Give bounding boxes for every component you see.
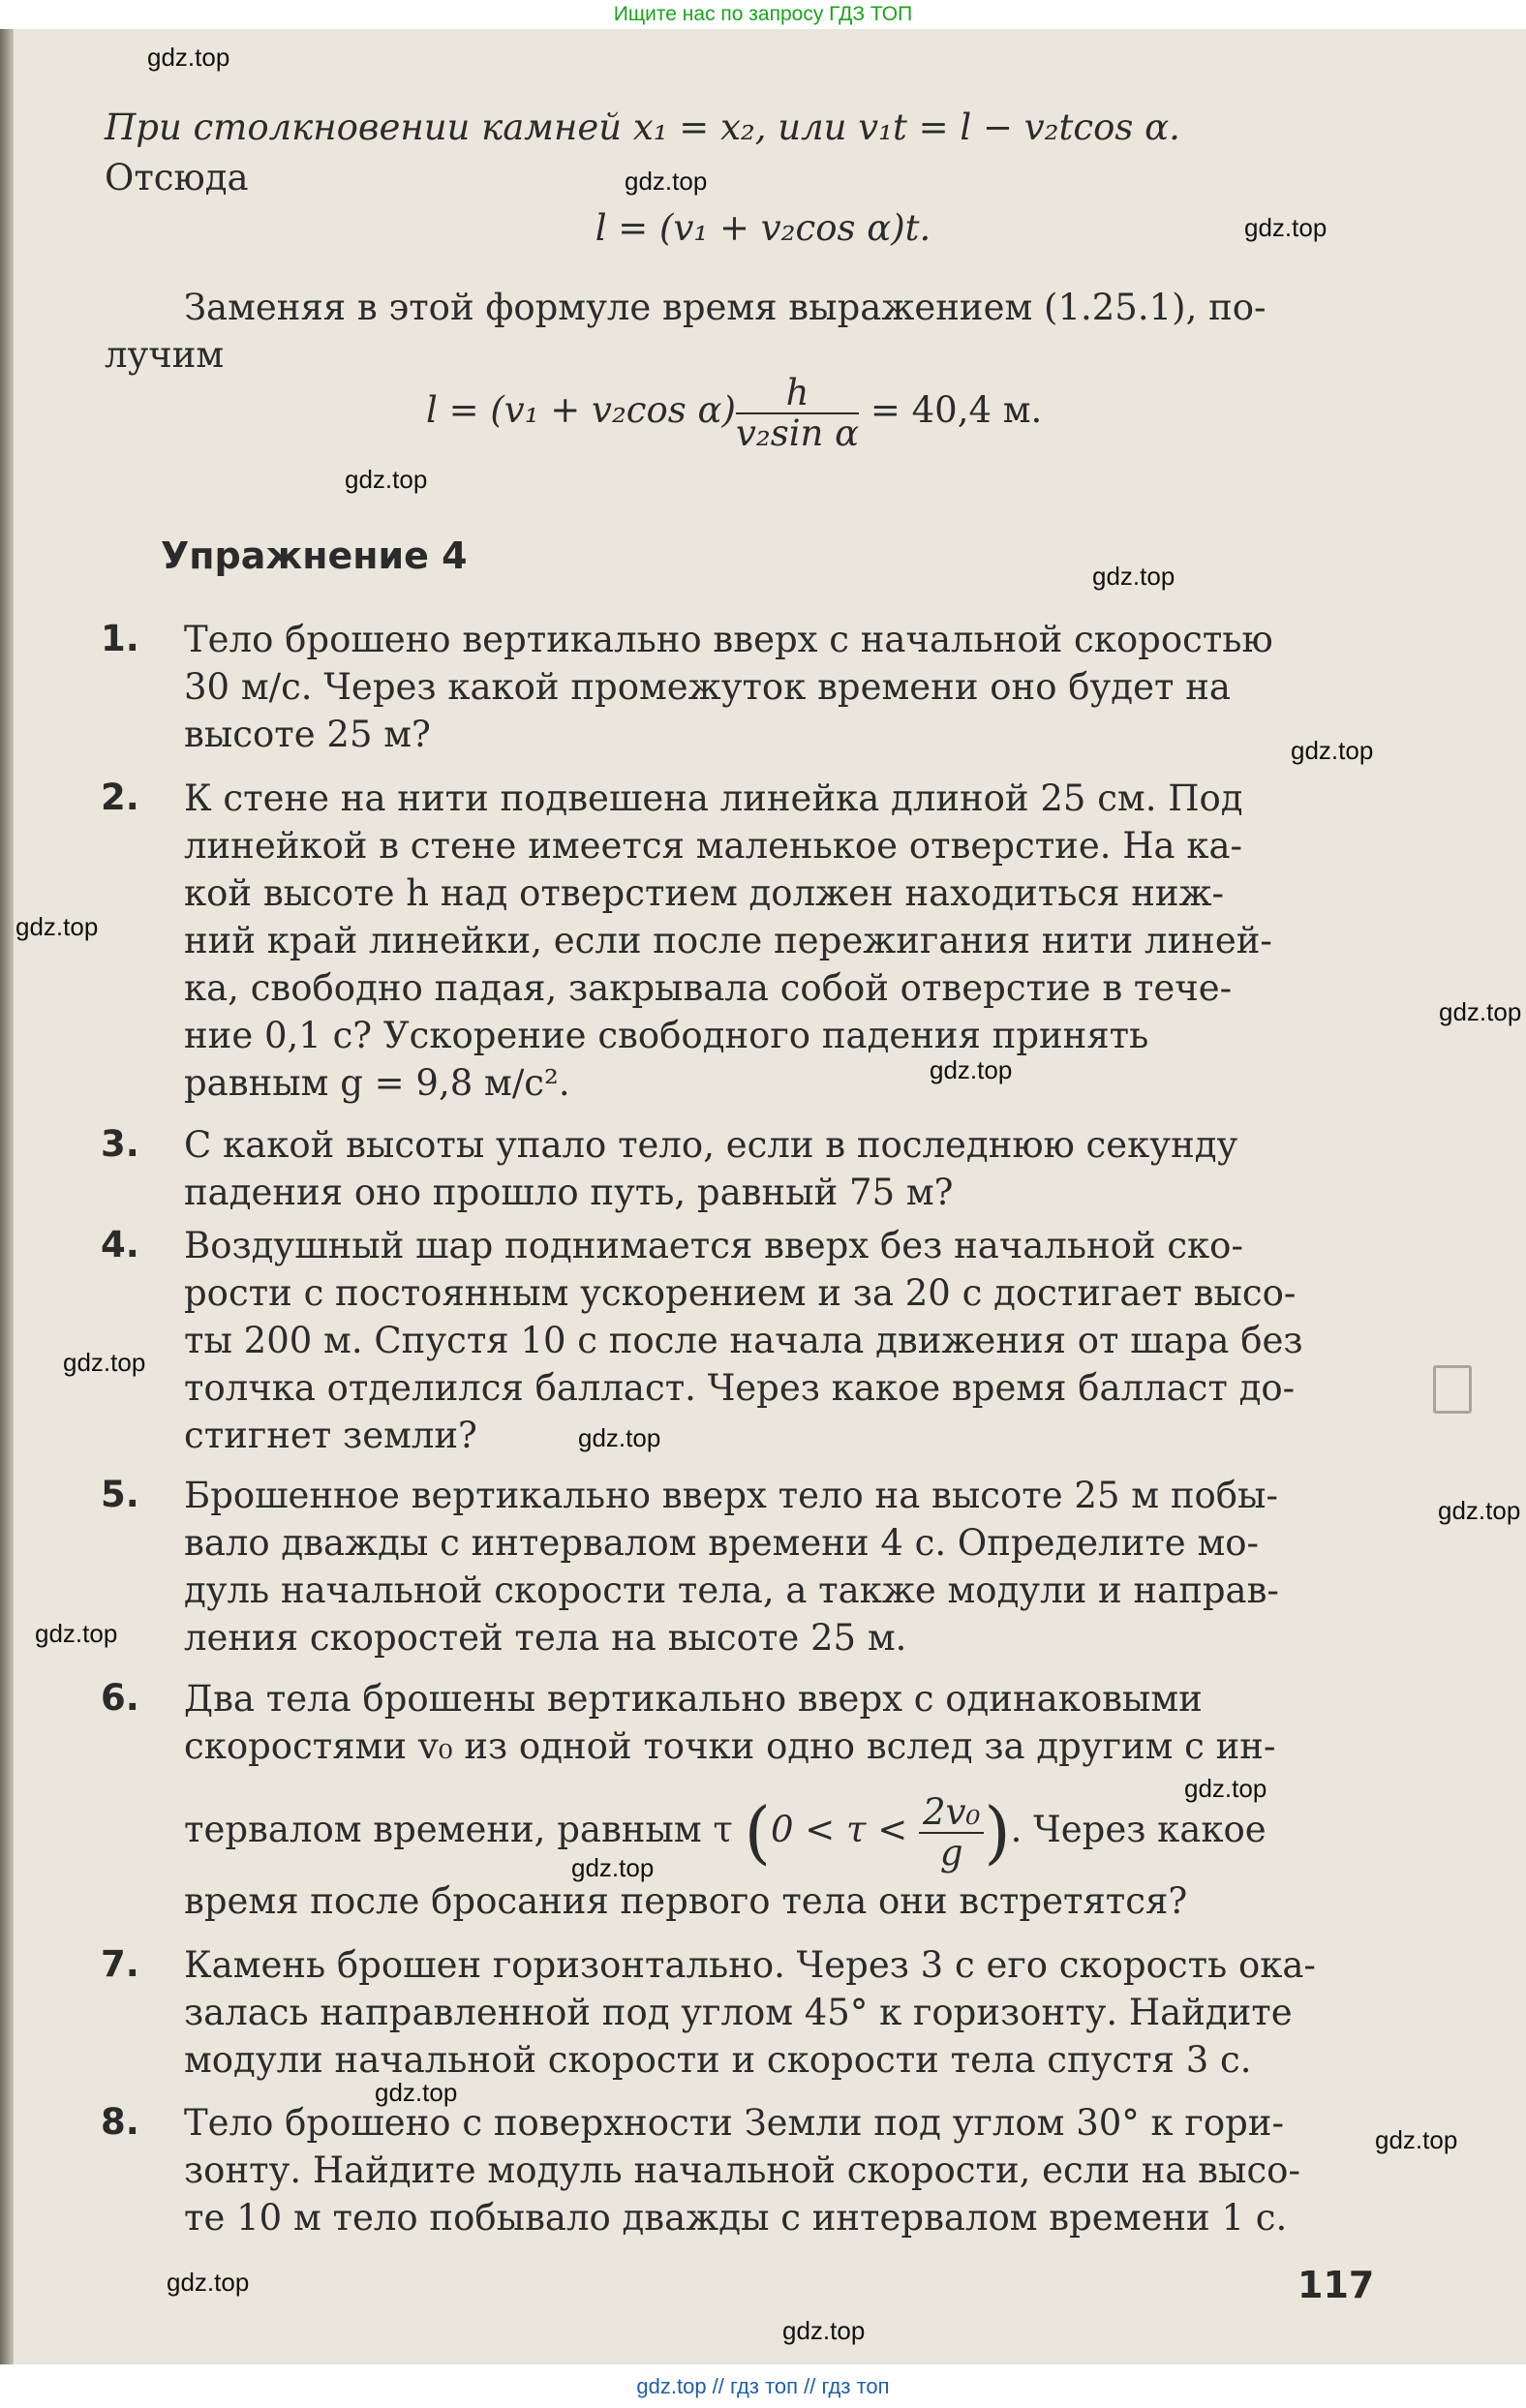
exercise-line: равным g = 9,8 м/с². <box>184 1062 570 1104</box>
watermark-text: gdz.top <box>1439 997 1522 1026</box>
exercise-7-text <box>184 1941 1375 2084</box>
exercise-line: ления скоростей тела на высоте 25 м. <box>184 1617 907 1659</box>
bleed-through-icon <box>1433 1365 1472 1414</box>
formula-denominator: v₂sin α <box>735 411 860 454</box>
exercise-line: кой высоте h над отверстием должен находиться ниж- <box>184 872 1225 914</box>
watermark-text: gdz.top <box>1184 1774 1267 1803</box>
intro-line-2: Отсюда <box>105 157 249 198</box>
watermark-text: gdz.top <box>625 167 708 196</box>
exercise-line: стигнет земли? <box>184 1415 477 1456</box>
exercise-6-last-line: время после бросания первого тела они встретятся? <box>184 1880 1188 1922</box>
exercise-line: дуль начальной скорости тела, а также модули и направ- <box>184 1570 1279 1611</box>
formula-result: = 40,4 м. <box>870 389 1043 431</box>
inequality-fraction <box>919 1790 984 1874</box>
watermark-text: gdz.top <box>147 43 230 72</box>
formula-lhs: l = (v₁ + v₂cos α) <box>426 389 736 431</box>
exercise-line: толчка отделился балласт. Через какое время балласт до- <box>184 1367 1296 1409</box>
exercise-line: ний край линейки, если после пережигания нити линей- <box>184 920 1272 961</box>
exercise-line: ты 200 м. Спустя 10 с после начала движения от шара без <box>184 1320 1303 1361</box>
watermark-text: gdz.top <box>782 2316 866 2345</box>
exercise-line: Брошенное вертикально вверх тело на высоте 25 м побы- <box>184 1475 1278 1516</box>
exercise-line: модули начальной скорости и скорости тела спустя 3 с. <box>184 2039 1252 2081</box>
exercise-line: 30 м/с. Через какой промежуток времени оно будет на <box>184 666 1231 708</box>
watermark-text: gdz.top <box>1375 2125 1458 2154</box>
close-paren-icon: ) <box>984 1792 1011 1873</box>
open-paren-icon: ( <box>744 1792 771 1873</box>
intro-line-3: Заменяя в этой формуле время выражением (1.25.1), по- <box>184 287 1267 328</box>
exercise-line: Два тела брошены вертикально вверх с одинаковыми <box>184 1678 1203 1720</box>
exercise-line: высоте 25 м? <box>184 714 431 755</box>
exercise-line: Тело брошено с поверхности Земли под углом 30° к гори- <box>184 2102 1284 2144</box>
book-binding-shadow <box>0 29 14 2364</box>
footer-links-banner[interactable]: gdz.top // гдз топ // гдз топ <box>0 2364 1526 2408</box>
exercise-number: 7. <box>101 1943 139 1985</box>
exercise-line: Воздушный шар поднимается вверх без начальной ско- <box>184 1225 1243 1266</box>
watermark-text: gdz.top <box>63 1348 146 1377</box>
exercise-number: 2. <box>101 777 139 818</box>
exercise-3-text <box>184 1121 1375 1216</box>
watermark-text: gdz.top <box>1438 1496 1521 1525</box>
watermark-text: gdz.top <box>35 1619 118 1648</box>
exercise-line: скоростями v₀ из одной точки одно вслед за другим с ин- <box>184 1725 1276 1767</box>
watermark-text: gdz.top <box>1291 736 1374 765</box>
intro-line-1: При столкновении камней x₁ = x₂, или v₁t = l − v₂tcos α. <box>105 107 1180 148</box>
intro-line-4: лучим <box>105 334 225 376</box>
exercise-line: ние 0,1 с? Ускорение свободного падения принять <box>184 1015 1149 1056</box>
formula-numerator: h <box>736 374 859 414</box>
formula-final-distance <box>426 370 1042 453</box>
exercise-4-text <box>184 1222 1375 1459</box>
exercise-line: Тело брошено вертикально вверх с начальной скоростью <box>184 619 1273 660</box>
watermark-text: gdz.top <box>15 912 99 941</box>
exercise-1-text <box>184 616 1375 758</box>
exercise-line: линейкой в стене имеется маленькое отверстие. На ка- <box>184 825 1243 867</box>
exercise-number: 3. <box>101 1123 139 1165</box>
watermark-text: gdz.top <box>578 1423 661 1452</box>
exercise-line: те 10 м тело побывало дважды с интервалом времени 1 с. <box>184 2197 1288 2239</box>
watermark-text: gdz.top <box>930 1055 1013 1084</box>
exercise-line: падения оно прошло путь, равный 75 м? <box>184 1172 954 1213</box>
watermark-text: gdz.top <box>167 2268 250 2297</box>
exercise-5-text <box>184 1472 1375 1661</box>
inequality-text: 0 < τ < <box>770 1809 908 1850</box>
exercise-number: 6. <box>101 1677 139 1719</box>
inequality-denominator: g <box>939 1831 963 1874</box>
exercise-number: 5. <box>101 1474 139 1515</box>
exercise-line: рости с постоянным ускорением и за 20 с достигает высо- <box>184 1272 1297 1314</box>
exercise-line: С какой высоты упало тело, если в последнюю секунду <box>184 1124 1238 1166</box>
formula-collision-distance: l = (v₁ + v₂cos α)t. <box>595 207 931 249</box>
exercise-2-text <box>184 775 1375 1107</box>
page-number: 117 <box>1297 2264 1375 2306</box>
exercise-6-interval-line <box>184 1791 1267 1873</box>
formula-fraction <box>735 371 860 454</box>
exercise-number: 1. <box>101 618 139 659</box>
exercise-line: тервалом времени, равным τ <box>184 1809 733 1850</box>
exercise-number: 4. <box>101 1224 139 1265</box>
exercise-line: К стене на нити подвешена линейка длиной 25 см. Под <box>184 777 1243 819</box>
exercise-number: 8. <box>101 2101 139 2143</box>
watermark-text: gdz.top <box>375 2078 458 2107</box>
exercise-line: вало дважды с интервалом времени 4 с. Определите мо- <box>184 1522 1260 1564</box>
inequality-numerator: 2v₀ <box>919 1793 984 1834</box>
search-hint-banner[interactable]: Ищите нас по запросу ГДЗ ТОП <box>613 3 913 25</box>
exercise-heading: Упражнение 4 <box>161 534 468 577</box>
exercise-line: . Через какое <box>1010 1809 1267 1850</box>
exercise-8-text <box>184 2099 1375 2241</box>
exercise-line: Камень брошен горизонтально. Через 3 с его скорость ока- <box>184 1944 1316 1986</box>
watermark-text: gdz.top <box>571 1853 655 1882</box>
exercise-line: зонту. Найдите модуль начальной скорости, если на высо- <box>184 2149 1300 2191</box>
exercise-line: ка, свободно падая, закрывала собой отверстие в тече- <box>184 967 1233 1009</box>
watermark-text: gdz.top <box>1092 562 1175 591</box>
exercise-6-text <box>184 1675 1375 1770</box>
watermark-text: gdz.top <box>1244 213 1328 242</box>
exercise-line: залась направленной под углом 45° к горизонту. Найдите <box>184 1992 1293 2033</box>
watermark-text: gdz.top <box>345 465 428 494</box>
